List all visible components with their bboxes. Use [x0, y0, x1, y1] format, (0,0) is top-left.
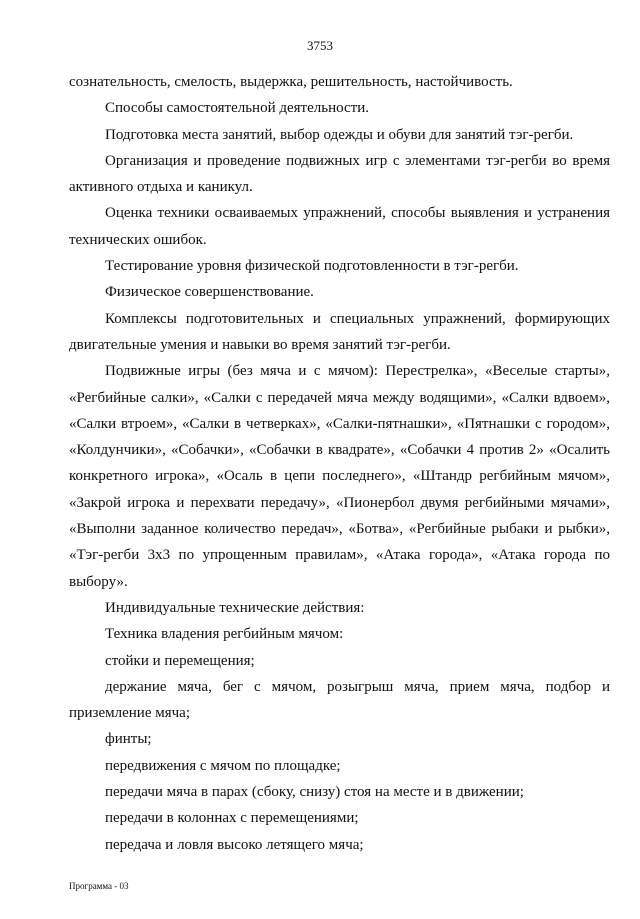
paragraph-13: держание мяча, бег с мячом, розыгрыш мяча, прием мяча, подбор и приземление мяча;: [69, 678, 610, 722]
paragraph-14: финты;: [105, 731, 152, 748]
paragraph-3: Подготовка места занятий, выбор одежды и обуви для занятий тэг-регби.: [105, 126, 574, 143]
paragraph-16: передачи мяча в парах (сбоку, снизу) стоя на месте и в движении;: [105, 784, 524, 801]
paragraph-10: Индивидуальные технические действия:: [105, 599, 365, 616]
paragraph-2: Способы самостоятельной деятельности.: [105, 100, 369, 117]
footer-program-label: Программа - 03: [69, 881, 129, 891]
paragraph-9: Подвижные игры (без мяча и с мячом): Перестрелка», «Веселые старты», «Регбийные салки», «Салки с передачей мяча между водящими», «Салки вдвоем», «Салки втроем», «Салки в четверках», «Салки-пятнашки», «Пятнашки с городом», «Колдунчики», «Собачки», «Собачки в квадрате», «Собачки 4 против 2» «Осалить конкретного игрока», «Осаль в цепи последнего», «Штандр регбийным мячом», «Закрой игрока и перехвати передачу», «Пионербол двумя регбийными мячами», «Выполни заданное количество передач», «Ботва», «Регбийные рыбаки и рыбки», «Тэг-регби 3х3 по упрощенным правилам», «Атака города», «Атака города по выбору».: [69, 363, 610, 590]
paragraph-12: стойки и перемещения;: [105, 652, 255, 669]
paragraph-7: Физическое совершенствование.: [105, 284, 314, 301]
paragraph-8: Комплексы подготовительных и специальных упражнений, формирующих двигательные умения и навыки во время занятий тэг-регби.: [69, 310, 610, 353]
paragraph-17: передачи в колоннах с перемещениями;: [105, 810, 359, 827]
paragraph-11: Техника владения регбийным мячом:: [105, 626, 344, 643]
paragraph-4: Организация и проведение подвижных игр с элементами тэг-регби во время активного отдыха и каникул.: [69, 152, 610, 196]
document-body: [69, 69, 610, 858]
paragraph-5: Оценка техники осваиваемых упражнений, способы выявления и устранения технических ошибок.: [69, 205, 610, 248]
paragraph-6: Тестирование уровня физической подготовленности в тэг-регби.: [105, 258, 519, 275]
paragraph-15: передвижения с мячом по площадке;: [105, 757, 341, 774]
paragraph-1: сознательность, смелость, выдержка, решительность, настойчивость.: [69, 74, 513, 90]
page-number: 3753: [307, 38, 333, 53]
paragraph-18: передача и ловля высоко летящего мяча;: [105, 836, 364, 853]
